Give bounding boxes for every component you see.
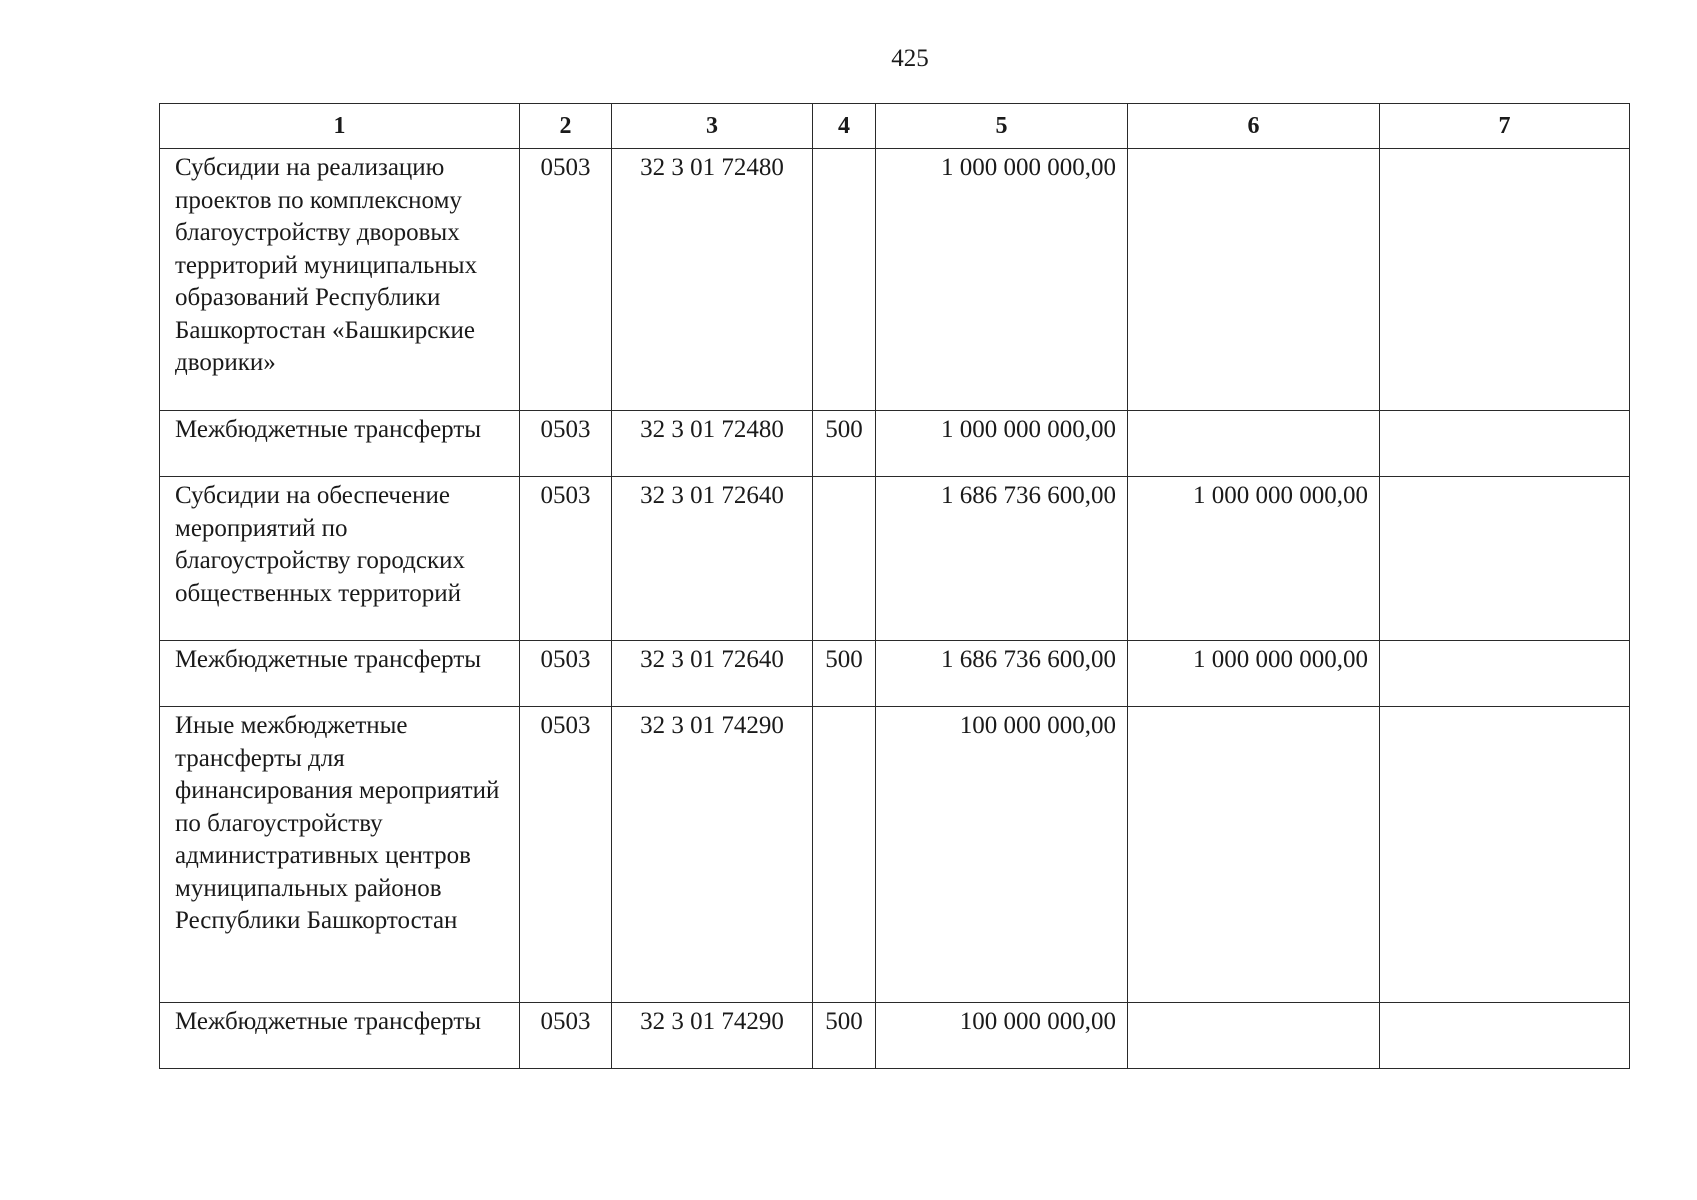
amount-col7-cell bbox=[1380, 641, 1630, 707]
budget-table bbox=[159, 103, 1630, 1069]
amount-col7-cell bbox=[1380, 411, 1630, 477]
amount-col5-cell: 1 000 000 000,00 bbox=[876, 411, 1128, 477]
amount-col7-cell bbox=[1380, 149, 1630, 411]
amount-col5-cell: 1 686 736 600,00 bbox=[876, 641, 1128, 707]
table-row bbox=[160, 411, 1630, 477]
table-row bbox=[160, 149, 1630, 411]
target-code-cell: 32 3 01 72640 bbox=[612, 641, 813, 707]
amount-col6-cell bbox=[1128, 149, 1380, 411]
item-name-cell: Межбюджетные трансферты bbox=[160, 411, 520, 477]
section-code-cell: 0503 bbox=[520, 411, 612, 477]
type-code-cell bbox=[813, 149, 876, 411]
amount-col5-cell: 1 000 000 000,00 bbox=[876, 149, 1128, 411]
item-name-cell: Межбюджетные трансферты bbox=[160, 641, 520, 707]
item-name-cell: Субсидии на обеспечение мероприятий по благоустройству городских общественных территорий bbox=[160, 477, 520, 641]
amount-col6-cell bbox=[1128, 411, 1380, 477]
column-header: 6 bbox=[1128, 104, 1380, 149]
amount-col6-cell: 1 000 000 000,00 bbox=[1128, 641, 1380, 707]
column-header: 5 bbox=[876, 104, 1128, 149]
table-row bbox=[160, 477, 1630, 641]
table-row bbox=[160, 1003, 1630, 1069]
type-code-cell: 500 bbox=[813, 641, 876, 707]
amount-col7-cell bbox=[1380, 707, 1630, 1003]
section-code-cell: 0503 bbox=[520, 477, 612, 641]
amount-col6-cell bbox=[1128, 1003, 1380, 1069]
section-code-cell: 0503 bbox=[520, 707, 612, 1003]
type-code-cell bbox=[813, 477, 876, 641]
column-header: 3 bbox=[612, 104, 813, 149]
section-code-cell: 0503 bbox=[520, 1003, 612, 1069]
amount-col7-cell bbox=[1380, 1003, 1630, 1069]
item-name-cell: Субсидии на реализацию проектов по комплексному благоустройству дворовых территорий муниципальных образований Республики Башкортостан «Башкирские дворики» bbox=[160, 149, 520, 411]
amount-col6-cell: 1 000 000 000,00 bbox=[1128, 477, 1380, 641]
column-header: 7 bbox=[1380, 104, 1630, 149]
item-name-cell: Межбюджетные трансферты bbox=[160, 1003, 520, 1069]
type-code-cell bbox=[813, 707, 876, 1003]
target-code-cell: 32 3 01 74290 bbox=[612, 707, 813, 1003]
type-code-cell: 500 bbox=[813, 1003, 876, 1069]
amount-col5-cell: 1 686 736 600,00 bbox=[876, 477, 1128, 641]
page-number: 425 bbox=[891, 45, 929, 72]
column-header: 1 bbox=[160, 104, 520, 149]
type-code-cell: 500 bbox=[813, 411, 876, 477]
target-code-cell: 32 3 01 72480 bbox=[612, 149, 813, 411]
section-code-cell: 0503 bbox=[520, 641, 612, 707]
amount-col6-cell bbox=[1128, 707, 1380, 1003]
amount-col5-cell: 100 000 000,00 bbox=[876, 1003, 1128, 1069]
amount-col5-cell: 100 000 000,00 bbox=[876, 707, 1128, 1003]
target-code-cell: 32 3 01 72480 bbox=[612, 411, 813, 477]
column-header: 2 bbox=[520, 104, 612, 149]
table-row bbox=[160, 641, 1630, 707]
target-code-cell: 32 3 01 72640 bbox=[612, 477, 813, 641]
amount-col7-cell bbox=[1380, 477, 1630, 641]
column-header: 4 bbox=[813, 104, 876, 149]
target-code-cell: 32 3 01 74290 bbox=[612, 1003, 813, 1069]
header-row bbox=[160, 104, 1630, 149]
item-name-cell: Иные межбюджетные трансферты для финансирования мероприятий по благоустройству административных центров муниципальных районов Республики Башкортостан bbox=[160, 707, 520, 1003]
table-row bbox=[160, 707, 1630, 1003]
section-code-cell: 0503 bbox=[520, 149, 612, 411]
